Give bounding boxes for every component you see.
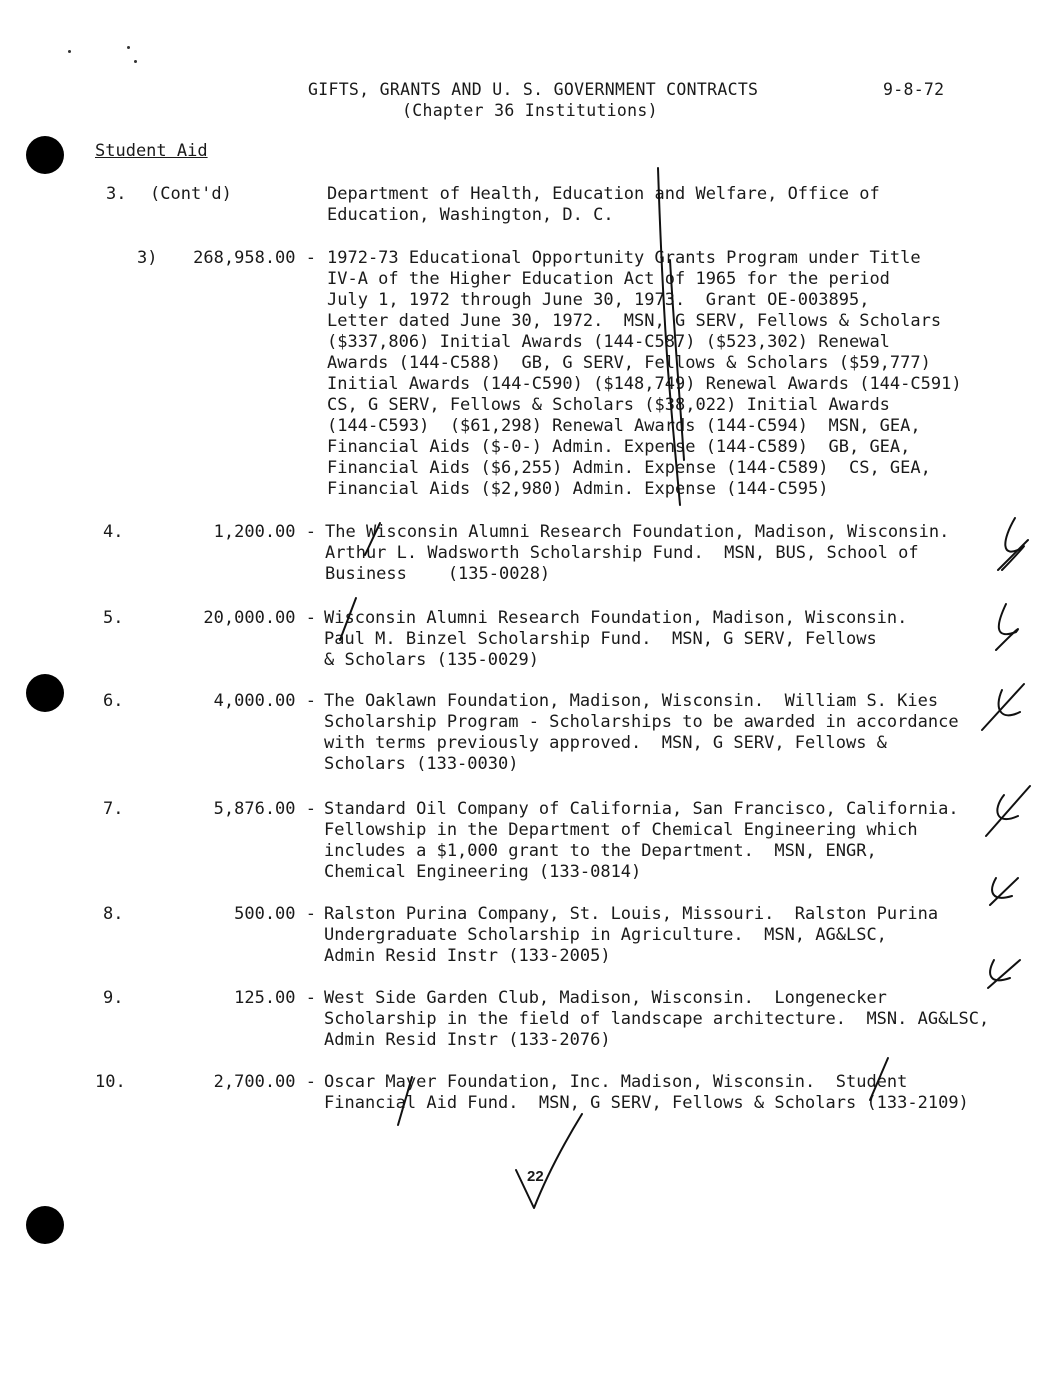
description-line: Admin Resid Instr (133-2076)	[324, 1030, 611, 1050]
description-line: Financial Aid Fund. MSN, G SERV, Fellows & Scholars (133-2109)	[324, 1093, 969, 1113]
entry-number: 6.	[103, 691, 124, 711]
entry-description	[324, 904, 938, 967]
document-subtitle: (Chapter 36 Institutions)	[402, 101, 658, 120]
entry-amount: 5,876.00 -	[213, 799, 316, 819]
description-line: Oscar Mayer Foundation, Inc. Madison, Wisconsin. Student	[324, 1072, 908, 1092]
entry-amount: 500.00 -	[234, 904, 316, 924]
description-line: July 1, 1972 through June 30, 1973. Grant OE-003895,	[327, 290, 870, 310]
entry-amount: 125.00 -	[234, 988, 316, 1008]
speck	[134, 60, 137, 63]
description-line: Fellowship in the Department of Chemical Engineering which	[324, 820, 918, 840]
speck	[68, 50, 71, 53]
description-line: Standard Oil Company of California, San Francisco, California.	[324, 799, 959, 819]
entry-number: 3.	[106, 184, 127, 204]
margin-mark	[1002, 518, 1024, 570]
entry-description	[324, 988, 989, 1051]
document-title: GIFTS, GRANTS AND U. S. GOVERNMENT CONTRACTS	[308, 80, 759, 99]
section-heading: Student Aid	[95, 141, 208, 161]
description-line: Chemical Engineering (133-0814)	[324, 862, 642, 882]
margin-mark	[990, 960, 1010, 980]
margin-mark	[988, 960, 1020, 988]
margin-mark	[986, 786, 1030, 836]
description-line: IV-A of the Higher Education Act of 1965 for the period	[327, 269, 890, 289]
entry-number: 5.	[103, 608, 124, 628]
description-line: ($337,806) Initial Awards (144-C587) ($523,302) Renewal	[327, 332, 890, 352]
description-line: West Side Garden Club, Madison, Wisconsin. Longenecker	[324, 988, 887, 1008]
entry-description	[324, 1072, 969, 1114]
description-line: CS, G SERV, Fellows & Scholars ($38,022) Initial Awards	[327, 395, 890, 415]
entry-description	[327, 248, 962, 500]
entry-amount: 2,700.00 -	[213, 1072, 316, 1092]
entry-amount: 4,000.00 -	[213, 691, 316, 711]
entry-description	[324, 691, 959, 775]
description-line: Ralston Purina Company, St. Louis, Missouri. Ralston Purina	[324, 904, 939, 924]
margin-mark	[998, 540, 1028, 570]
entry-description	[324, 608, 907, 671]
description-line: Admin Resid Instr (133-2005)	[324, 946, 611, 966]
entry-number: 10.	[95, 1072, 126, 1092]
entry-description	[325, 522, 949, 585]
margin-mark	[997, 795, 1018, 819]
entry-number: 8.	[103, 904, 124, 924]
entry-number: 9.	[103, 988, 124, 1008]
description-line: Scholarship in the field of landscape architecture. MSN. AG&LSC,	[324, 1009, 990, 1029]
entry-description	[327, 184, 880, 226]
description-line: Financial Aids ($-0-) Admin. Expense (144-C589) GB, GEA,	[327, 437, 911, 457]
description-line: Department of Health, Education and Welfare, Office of	[327, 184, 880, 204]
description-line: Undergraduate Scholarship in Agriculture. MSN, AG&LSC,	[324, 925, 887, 945]
description-line: Financial Aids ($6,255) Admin. Expense (144-C589) CS, GEA,	[327, 458, 931, 478]
description-line: Awards (144-C588) GB, G SERV, Fellows & Scholars ($59,777)	[327, 353, 931, 373]
binder-hole-top	[26, 136, 64, 174]
margin-mark	[992, 878, 1012, 898]
description-line: Education, Washington, D. C.	[327, 205, 614, 225]
margin-mark	[990, 878, 1018, 905]
margin-mark	[996, 604, 1018, 650]
entry-amount: 20,000.00 -	[203, 608, 316, 628]
entry-amount: 1,200.00 -	[213, 522, 316, 542]
description-line: The Oaklawn Foundation, Madison, Wisconsin. William S. Kies	[324, 691, 939, 711]
entry-amount: 268,958.00 -	[193, 248, 316, 268]
description-line: Scholars (133-0030)	[324, 754, 519, 774]
entry-number: 7.	[103, 799, 124, 819]
description-line: Wisconsin Alumni Research Foundation, Madison, Wisconsin.	[324, 608, 908, 628]
speck	[127, 46, 130, 49]
description-line: The Wisconsin Alumni Research Foundation, Madison, Wisconsin.	[325, 522, 950, 542]
description-line: Financial Aids ($2,980) Admin. Expense (144-C595)	[327, 479, 829, 499]
entry-amount: (Cont'd)	[150, 184, 232, 204]
description-line: Arthur L. Wadsworth Scholarship Fund. MSN, BUS, School of	[325, 543, 919, 563]
description-line: with terms previously approved. MSN, G SERV, Fellows &	[324, 733, 887, 753]
margin-mark	[999, 690, 1020, 715]
description-line: & Scholars (135-0029)	[324, 650, 539, 670]
document-date: 9-8-72	[883, 80, 945, 99]
check-mark	[516, 1114, 582, 1208]
description-line: (144-C593) ($61,298) Renewal Awards (144-C594) MSN, GEA,	[327, 416, 921, 436]
description-line: Letter dated June 30, 1972. MSN, G SERV, Fellows & Scholars	[327, 311, 942, 331]
description-line: includes a $1,000 grant to the Department. MSN, ENGR,	[324, 841, 877, 861]
description-line: 1972-73 Educational Opportunity Grants Program under Title	[327, 248, 921, 268]
page-number: 22	[527, 1168, 544, 1185]
margin-mark	[982, 684, 1024, 730]
entry-description	[324, 799, 959, 883]
description-line: Scholarship Program - Scholarships to be awarded in accordance	[324, 712, 959, 732]
entry-number: 3)	[137, 248, 158, 268]
description-line: Business (135-0028)	[325, 564, 551, 584]
binder-hole-bottom	[26, 1206, 64, 1244]
description-line: Paul M. Binzel Scholarship Fund. MSN, G SERV, Fellows	[324, 629, 877, 649]
entry-number: 4.	[103, 522, 124, 542]
binder-hole-middle	[26, 674, 64, 712]
description-line: Initial Awards (144-C590) ($148,749) Renewal Awards (144-C591)	[327, 374, 962, 394]
